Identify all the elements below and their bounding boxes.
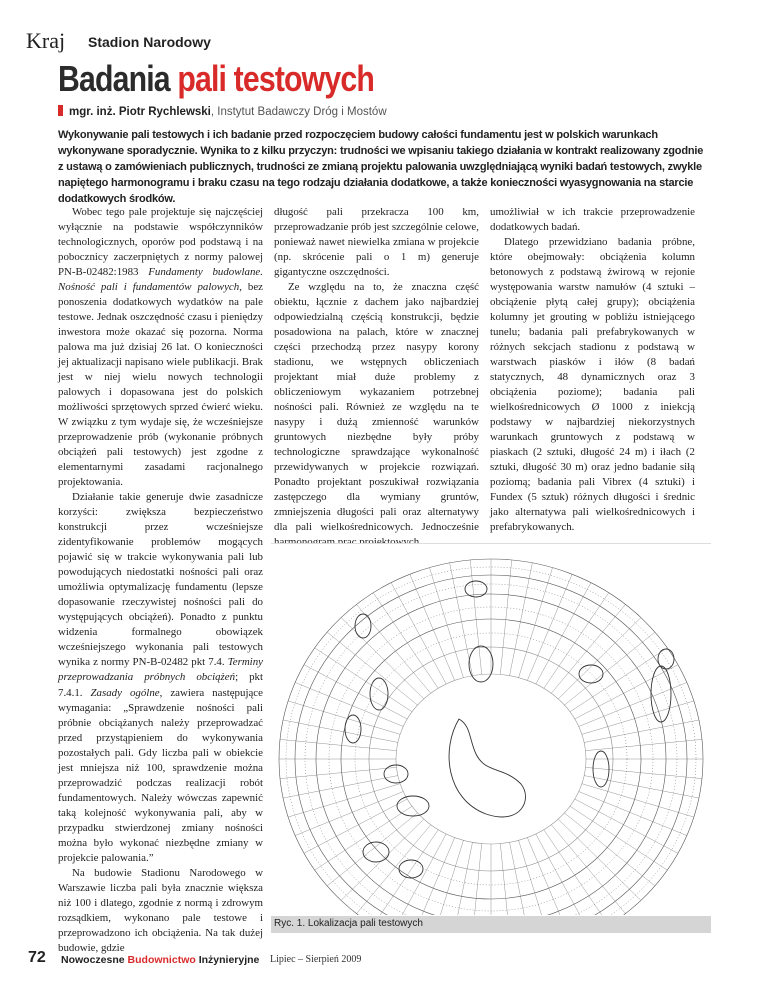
subsection-label: Stadion Narodowy <box>88 34 211 50</box>
paragraph: Dlatego przewidziano badania próbne, które obejmowały: obciążenia kolumn betonowych z podstawą żwirową w rejonie występowania warstw namułów (4 sztuki – obciążenie płytą całej grupy); obciążenia kolumny jet grouting w pobliżu istniejącego tunelu; badania pali prefabrykowanych w różnych sekcjach stadionu z podstawą w warstwach piasków i iłów (8 badań statycznych, 48 dynamicznych oraz 3 obciążenia poziome); badania pali wielkośrednicowych Ø 1000 z iniekcją podstawy w najbardziej niekorzystnych warunkach gruntowych z podstawą w piaskach (2 sztuki, długość 24 m) i iłach (2 sztuki, długość 30 m) oraz jedno badanie siłą poziomą; badania pali Vibrex (4 sztuki) i Fundex (5 sztuk) różnych długości i średnic jako alternatywa pali wielkośrednicowych i prefabrykowanych. <box>490 236 695 534</box>
paragraph <box>58 205 263 490</box>
plan-grid-line <box>510 563 533 676</box>
figure-caption <box>271 916 711 933</box>
text-run: ; pkt 7.4.1. <box>58 671 263 699</box>
plan-grid-line <box>500 560 511 674</box>
author-name: mgr. inż. Piotr Rychlewski <box>69 106 211 118</box>
plan-grid-line <box>280 739 396 750</box>
pile-location-figure <box>271 543 711 915</box>
stadium-plan-icon <box>271 544 711 915</box>
plan-grid-line <box>429 840 463 915</box>
plan-grid-line <box>519 840 553 915</box>
plan-grid-line <box>470 560 481 674</box>
paragraph: umożliwiał w ich trakcie przeprowadzenie dodatkowych badań. <box>490 206 695 234</box>
plan-grid-line <box>551 604 625 693</box>
plan-grid-line <box>295 682 403 726</box>
paragraph: Ze względu na to, że znaczna część obiektu, łącznie z dachem jako najbardziej odpowiedzialną częścią konstrukcji, będzie posadowiona na palach, które w znacznej części przechodzą przez nasypy korony stadionu, we wstępnych obliczeniach projektant miał duże problemy z obliczeniowym wykazaniem potrzebnej nośności pali. Również ze względu na te nasypy i dużą zmienność warunków gruntowych niezbędne były próby technologiczne sprawdzające wykonalność przewidywanych w projekcie rozwiązań. Ponadto projektant poszukiwał rozwiązania zastępczego dla wymiany gruntów, zmniejszenia długości pali oraz alternatywy dla pali wielkośrednicowych. Jednocześnie <box>274 281 479 534</box>
text-column-2 <box>274 205 479 550</box>
text-column-1 <box>58 205 263 956</box>
article-lead: Wykonywanie pali testowych i ich badanie przed rozpoczęciem budowy całości fundamentu jest w polskich warunkach wykonywane sporadycznie. Wynika to z kilku przyczyn: trudności we wpisaniu takiego działania w kontrakt realizowany zgodnie z ustawą o zamówieniach publicznych, trudności ze zmianą projektu palowania uwzględniającą wyniki badań testowych, zwykle napiętego harmonogramu i braku czasu na tego rodzaju działania dodatkowe, a także konieczności wyasygnowania na starcie dodatkowych środków. <box>58 129 704 205</box>
standard-section-title: Terminy przeprowadzania próbnych obciążeń <box>58 656 263 684</box>
plan-grid-line <box>510 842 533 915</box>
text-run: Wobec tego pale projektuje się najczęściej wyłącznie na podstawie współczynników technologicznych, oporów pod podstawą i na pobocznicy zaczerpniętych z normy palowej PN-B-02482:1983 <box>58 206 263 279</box>
caption-text: Ryc. 1. Lokalizacja pali testowych <box>274 918 423 929</box>
journal-name-part: Inżynieryjne <box>195 954 260 966</box>
title-part-2: pali testowych <box>177 58 374 99</box>
plan-grid-line <box>391 834 446 915</box>
plan-grid-line <box>327 632 417 705</box>
page-footer <box>0 949 768 969</box>
issue-date: Lipiec – Sierpień 2009 <box>270 954 362 965</box>
journal-name-part: Budownictwo <box>127 954 196 966</box>
text-run: , zawiera następujące wymagania: „Sprawdzenie nośności pali próbnie obciążanych należy przeprowadzać przed przystąpieniem do wykonywania pozostałych pali. Gdy liczba pali w obiekcie jest mniejsza niż 100, sprawdzenie można przeprowadzić podczas realizacji robót fundamentowych. Należy wówczas zapewnić taką kolejność wykonywania pali, aby w przypadku stwierdzonej zmiany nośności można było wykonać niezbędne zmiany w projekcie palowania.” <box>58 686 263 864</box>
author-marker-icon <box>58 105 63 116</box>
plan-grid-line <box>327 813 417 886</box>
text-column-3 <box>490 205 695 535</box>
text-run: , bez ponoszenia dodatkowych wydatków na pale testowe. Jednak oszczędność czasu i pieniędzy inwestora może okazać się pozorna. Norma palowa ma już dzisiaj 26 lat. O konieczności jej aktualizacji napisano wiele publikacji. Brak jest w niej wielu nowych technologii palowych i dopasowana jest do polskich możliwości sprzętowych sprzed ćwierć wieku. W związku z tym wydaje się, że wcześniejsze przeprowadzenie prób (wykonanie próbnych obciążeń pali testowych) jest zgodne z elementarnymi zasadami racjonalnego projektowania. <box>58 281 263 489</box>
plan-grid-line <box>586 739 702 750</box>
plan-grid-line <box>410 838 455 915</box>
plan-grid-line <box>283 776 398 798</box>
author-affiliation: , Instytut Badawczy Dróg i Mostów <box>210 106 387 118</box>
plan-grid-line <box>283 720 398 742</box>
plan-grid-line <box>527 838 572 915</box>
paragraph: Na budowie Stadionu Narodowego w Warszawie liczba pali była znacznie większa niż 100 i dlatego, zgodnie z normą i zdrowym rozsądkiem, wykonano pale testowe i przeprowadzono ich obciążenia. Na tak dużej budowie, gdzie <box>58 866 263 954</box>
plan-grid-line <box>544 593 609 689</box>
plan-grid-line <box>315 806 412 870</box>
plan-grid-line <box>564 813 654 886</box>
standard-section-title: Zasady ogólne <box>90 686 160 699</box>
plan-grid-line <box>315 648 412 712</box>
page-number: 72 <box>28 949 46 966</box>
text-run: Działanie takie generuje dwie zasadnicze korzyści: zwiększa bezpieczeństwo konstrukcji przez wcześniejsze zidentyfikowanie problemów mogących pojawić się w trakcie wykonywania pali lub powodujących niedostatki nośności pali oraz umożliwia optymalizację fundamentu (lepsze dopasowanie rzeczywistej nośności pali do występujących obciążeń). Ponadto z punktu widzenia formalnego obowiązek wcześniejszego wykonania pali testowych wynika z normy PN-B-02482 pkt 7.4. <box>58 491 263 669</box>
plan-grid-line <box>357 825 431 914</box>
journal-name <box>61 954 259 966</box>
plan-grid-line <box>579 792 687 836</box>
plan-grid-line <box>584 720 699 742</box>
plan-grid-line <box>280 767 396 778</box>
plan-grid-line <box>500 844 511 915</box>
plan-grid-line <box>470 844 481 915</box>
author-line <box>58 105 387 118</box>
plan-grid-line <box>586 767 702 778</box>
article-title <box>58 58 374 100</box>
plan-grid-line <box>564 632 654 705</box>
title-part-1: Badania <box>58 58 170 99</box>
plan-grid-line <box>373 593 438 689</box>
journal-name-part: Nowoczesne <box>61 954 128 966</box>
standard-title: Fundamenty budowlane. Nośność pali i fundamentów palowych <box>58 266 263 294</box>
plan-grid-line <box>551 825 625 914</box>
plan-grid-line <box>295 792 403 836</box>
plan-grid-line <box>536 834 591 915</box>
paragraph <box>58 490 263 865</box>
plan-grid-line <box>570 806 667 870</box>
paragraph: długość pali przekracza 100 km, przeprowadzanie prób jest szczególnie celowe, ponieważ nawet niewielka zmiana w projekcie (np. skrócenie pali o 1 m) generuje gigantyczne oszczędności. <box>274 206 479 279</box>
plan-grid-line <box>357 604 431 693</box>
section-label: Kraj <box>26 28 66 53</box>
plan-grid-line <box>450 842 473 915</box>
